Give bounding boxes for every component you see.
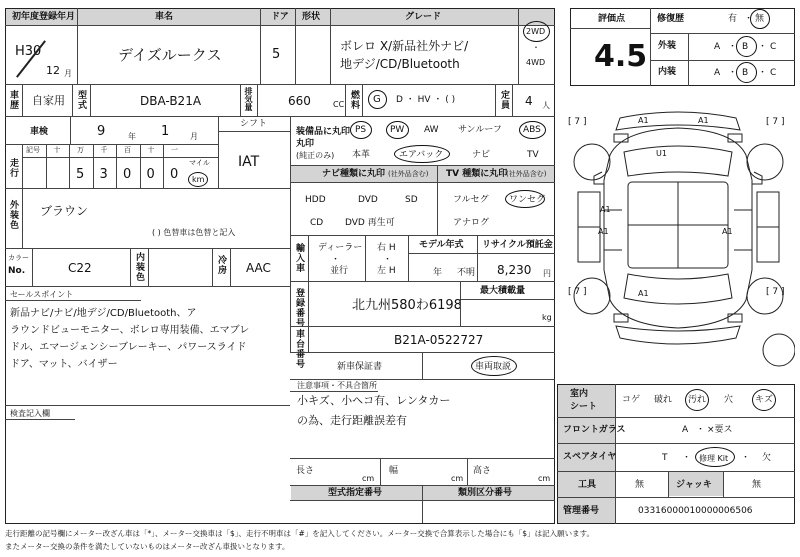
capacity-value: 4 — [525, 94, 533, 108]
spare-kit: 修理 Kit — [699, 454, 729, 463]
exterior-b: B — [742, 42, 749, 52]
sales-line-2: ラウンドビューモニター、ボレロ専用装備、エマブレ — [10, 325, 250, 336]
mileage-col-divider — [46, 144, 47, 188]
drive-sep: ・ — [532, 43, 540, 52]
navi-dvd-play: DVD 再生可 — [345, 218, 395, 228]
interior-dot-2: ・ — [758, 68, 768, 78]
grade-line-2: 地デジ/CD/Bluetooth — [340, 57, 460, 71]
class-number-label: 類別区分番号 — [458, 488, 513, 498]
navi-cd: CD — [310, 218, 324, 228]
shift-label: シフト — [240, 119, 268, 129]
navi-dvd: DVD — [358, 195, 378, 205]
equip-aw: AW — [424, 125, 439, 135]
mileage-digit: 0 — [123, 167, 132, 182]
mile-label: マイル — [189, 159, 210, 167]
recycle-label: リサイクル預託金 — [482, 240, 553, 250]
grade-line-1: ボレロ X/新品社外ナビ/ — [340, 39, 469, 53]
notes-line-2: の為、走行距離誤差有 — [297, 414, 407, 427]
displacement-label: 排気量 — [244, 87, 253, 111]
diagram-mark-front-right-a1: A1 — [698, 116, 709, 125]
mileage-unit-label: 十 — [53, 146, 61, 154]
repair-label: 修復歴 — [657, 14, 685, 24]
drive-4wd: 4WD — [526, 58, 546, 67]
width-label: 幅 — [389, 466, 399, 476]
equipment-label-2: 丸印 — [296, 139, 315, 149]
model-year-unit: 年 — [433, 268, 443, 278]
mileage-digit: 3 — [99, 167, 108, 182]
ac-label: 冷房 — [216, 255, 226, 275]
interior-seat-label-1: 室内 — [570, 389, 589, 399]
navi-sub: (社外品含む) — [388, 170, 429, 178]
ac-value: AAC — [246, 261, 271, 275]
mileage-col-divider — [163, 144, 164, 188]
drive-2wd: 2WD — [526, 27, 546, 36]
shift-value: IAT — [238, 154, 260, 170]
diagram-mark-rear-a1: A1 — [638, 289, 649, 298]
km-label: km — [192, 175, 205, 184]
displacement-unit: CC — [333, 100, 345, 109]
color-label: 外装色 — [8, 200, 18, 230]
tv-analog: アナログ — [453, 218, 490, 228]
inspector-label: 検査記入欄 — [10, 409, 50, 418]
sales-line-1: 新品ナビ/ナビ/地デジ/CD/Bluetooth、ア — [10, 308, 197, 319]
tools-label: 工具 — [578, 480, 597, 490]
footer-line-1: 走行距離の記号欄にメーター改ざん車は「*」、メーター交換車は「$」、走行不明車は「#」を記入してください。メーター交換で合算表示した場合にも「$」は記入願います。 — [5, 529, 594, 538]
equip-tv: TV — [527, 150, 539, 160]
equip-ps: PS — [355, 125, 367, 135]
exterior-label: 外装 — [658, 41, 677, 51]
displacement-value: 660 — [288, 94, 311, 108]
capacity-label: 定員 — [499, 90, 509, 110]
sales-line-3: ドル、エマージェンシーブレーキー、パワースライド — [10, 342, 247, 353]
diagram-mark-right-a1: A1 — [722, 227, 733, 236]
import-right-h: 右 H — [377, 243, 396, 253]
registration-value: 北九州580わ6198 — [352, 298, 462, 313]
manual-doc: 車両取説 — [475, 362, 512, 372]
diagram-mark-left-a1-2: A1 — [598, 227, 609, 236]
tv-sub: (社外品含む) — [506, 170, 547, 178]
model-value: DBA-B21A — [140, 94, 202, 108]
spare-tire-label: スペアタイヤ — [563, 452, 617, 462]
navi-hdd: HDD — [305, 195, 326, 205]
equip-leather: 本革 — [352, 150, 371, 160]
equip-airbag: エアバック — [399, 150, 444, 160]
height-unit: cm — [538, 474, 551, 483]
max-load-label: 最大積載量 — [480, 286, 526, 296]
interior-dot-1: ・ — [728, 68, 738, 78]
type-number-label: 型式指定番号 — [328, 488, 383, 498]
repair-yes: 有 — [728, 14, 738, 24]
recycle-unit: 円 — [543, 269, 551, 278]
seat-ana: 穴 — [724, 395, 734, 405]
windshield-sep: ・ — [696, 425, 706, 435]
doors-value: 5 — [272, 47, 281, 62]
color-no-label-1: カラー — [8, 254, 29, 262]
sales-line-4: ドア、マット、バイザー — [10, 359, 118, 370]
model-year-label: モデル年式 — [419, 240, 464, 250]
first-reg-month-unit: 月 — [64, 69, 72, 78]
windshield-label: フロントガラス — [563, 425, 626, 435]
interior-b: B — [742, 68, 749, 78]
exterior-a: A — [714, 42, 721, 52]
score-label: 評価点 — [598, 14, 626, 24]
grade-label: グレード — [405, 12, 442, 22]
chassis-value: B21A-0522727 — [394, 333, 484, 347]
tv-fullseg: フルセグ — [453, 195, 489, 205]
equip-abs: ABS — [523, 125, 541, 135]
recycle-value: 8,230 — [497, 263, 532, 277]
equip-pw: PW — [390, 125, 405, 135]
mileage-digit: 0 — [170, 167, 179, 182]
height-label: 高さ — [473, 466, 492, 476]
mileage-unit-label: 十 — [147, 146, 155, 154]
inspection-year-unit: 年 — [128, 132, 136, 141]
equip-navi: ナビ — [472, 150, 491, 160]
color-no-label-2: No. — [8, 266, 26, 276]
spare-t: T — [662, 453, 668, 463]
tv-oneseg: ワンセグ — [509, 195, 546, 205]
first-reg-month: 12 — [46, 64, 60, 77]
length-unit: cm — [362, 474, 375, 483]
diagram-mark-7-tr: [ 7 ] — [766, 117, 785, 127]
repair-no: 無 — [755, 14, 765, 24]
inspection-year: 9 — [97, 124, 106, 139]
mileage-digit: 0 — [146, 167, 155, 182]
warranty-doc: 新車保証書 — [337, 362, 383, 372]
mileage-unit-label: 一 — [171, 146, 178, 154]
sales-points-label: セールスポイント — [10, 290, 74, 299]
color-note: ( ) 色替車は色替と記入 — [152, 228, 236, 237]
navi-label: ナビ種類に丸印 — [322, 169, 386, 179]
footer-line-2: またメーター交換の条件を満たしていないものはメーター改ざん車扱いとなります。 — [5, 542, 290, 551]
exterior-dot-1: ・ — [728, 42, 738, 52]
windshield-x: ×要ス — [707, 425, 733, 435]
inspection-label: 車検 — [30, 127, 49, 137]
inspection-month-unit: 月 — [190, 132, 198, 141]
color-no-value: C22 — [68, 261, 92, 275]
fuel-options: D ・ HV ・ ( ) — [396, 95, 456, 105]
door-label: ドア — [271, 12, 289, 22]
score-value: 4.5 — [594, 39, 648, 74]
diagram-mark-7-tl: [ 7 ] — [568, 117, 587, 127]
mgmt-label: 管理番号 — [563, 506, 600, 516]
first-reg-label: 初年度登録年月 — [12, 12, 76, 22]
jack-label: ジャッキ — [676, 480, 712, 490]
import-left-h: 左 H — [377, 266, 396, 276]
mileage-unit-label: 百 — [124, 146, 131, 154]
model-year-value: 不明 — [457, 268, 476, 278]
notes-line-1: 小キズ、小ヘコ有、レンタカー — [297, 394, 451, 407]
color-value: ブラウン — [40, 204, 89, 218]
import-label: 輸入車 — [294, 243, 304, 273]
repair-sep: ・ — [744, 14, 754, 24]
notes-label: 注意事項・不具合箇所 — [297, 381, 377, 390]
interior-label: 内装 — [658, 67, 677, 77]
windshield-a: A — [682, 425, 689, 435]
max-load-unit: kg — [542, 313, 552, 322]
seat-kizu: キズ — [755, 395, 773, 405]
import-dealer-sep: ・ — [331, 255, 341, 265]
import-dealer: ディーラー — [318, 243, 363, 253]
exterior-c: C — [770, 42, 777, 52]
import-parallel: 並行 — [330, 266, 349, 276]
first-reg-year: H30 — [15, 44, 42, 59]
navi-sd: SD — [405, 195, 418, 205]
mileage-unit-label: 万 — [77, 146, 84, 154]
seat-koge: コゲ — [622, 395, 641, 405]
spare-sep-2: ・ — [741, 453, 751, 463]
seat-yogore: 汚れ — [688, 395, 707, 405]
capacity-unit: 人 — [542, 101, 550, 110]
equipment-sublabel: (純正のみ) — [296, 151, 335, 160]
diagram-mark-7-bl: [ 7 ] — [568, 287, 587, 297]
equipment-label: 装備品に丸印 — [296, 127, 351, 137]
interior-color-label: 内装色 — [134, 252, 144, 282]
usage-value: 自家用 — [32, 94, 65, 107]
mileage-col-divider — [69, 144, 70, 188]
fuel-label: 燃料 — [349, 90, 359, 110]
import-sep: ・ — [383, 255, 393, 265]
spare-none: 欠 — [762, 453, 772, 463]
car-name-label: 車名 — [155, 12, 174, 22]
usage-label: 車歴 — [8, 90, 18, 110]
interior-seat-label-2: シート — [570, 402, 598, 412]
tools-value: 無 — [635, 480, 645, 490]
equip-sunroof: サンルーフ — [458, 125, 502, 135]
fuel-g: G — [373, 94, 381, 105]
mileage-col-divider — [116, 144, 117, 188]
mileage-unit-label: 千 — [100, 146, 108, 154]
mileage-col-divider — [93, 144, 94, 188]
inspection-month: 1 — [161, 124, 170, 139]
car-name-value: デイズルークス — [118, 46, 222, 64]
exterior-dot-2: ・ — [758, 42, 768, 52]
diagram-mark-left-a1: A1 — [600, 205, 611, 214]
spare-sep-1: ・ — [682, 453, 692, 463]
interior-c: C — [770, 68, 777, 78]
mileage-unit-label: 記号 — [26, 146, 40, 154]
tv-label: TV 種類に丸印 — [446, 169, 508, 179]
width-unit: cm — [451, 474, 464, 483]
chassis-label: 車台番号 — [294, 329, 304, 369]
diagram-mark-front-a1: A1 — [638, 116, 649, 125]
mileage-label: 走行 — [8, 158, 18, 178]
diagram-mark-7-br: [ 7 ] — [766, 287, 785, 297]
shape-label: 形状 — [302, 12, 321, 22]
mileage-digit: 5 — [76, 167, 85, 182]
seat-yabure: 破れ — [654, 395, 673, 405]
model-label: 型式 — [76, 90, 86, 110]
car-damage-diagram — [562, 100, 795, 378]
mileage-col-divider — [140, 144, 141, 188]
registration-label: 登録番号 — [294, 288, 304, 328]
diagram-mark-hood-u1: U1 — [656, 149, 667, 158]
length-label: 長さ — [296, 466, 315, 476]
mgmt-value: 03316000010000006506 — [638, 506, 753, 516]
jack-value: 無 — [752, 480, 762, 490]
interior-a: A — [714, 68, 721, 78]
